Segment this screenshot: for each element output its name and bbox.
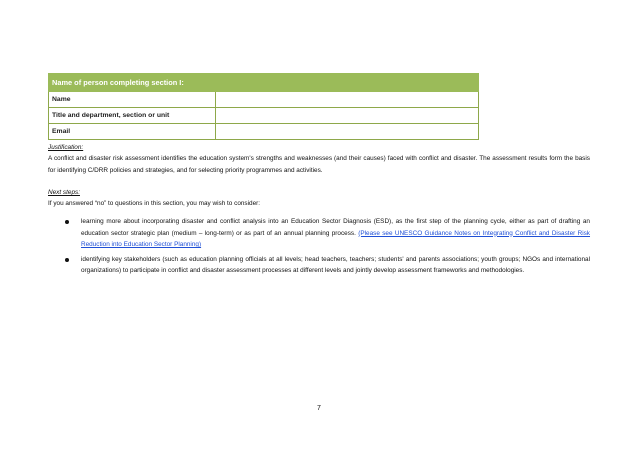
list-item [48, 254, 590, 277]
next-steps-intro: If you answered “no” to questions in this section, you may wish to consider: [48, 200, 261, 208]
form-header: Name of person completing section I: [49, 74, 479, 92]
name-field[interactable] [216, 92, 479, 108]
bullet-text: identifying key stakeholders (such as education planning officials at all levels; head teachers, teachers; students' and parents associations; youth groups; NGOs and international organizations) to participate in conflict and disaster assessment processes at different levels and jointly develop assessment frameworks and methodologies. [81, 255, 590, 275]
bullet-icon [65, 258, 69, 262]
form-label-email: Email [49, 124, 216, 140]
form-row-title [49, 108, 479, 124]
form-label-title: Title and department, section or unit [49, 108, 216, 124]
email-field[interactable] [216, 124, 479, 140]
justification-text: A conflict and disaster risk assessment identifies the education system's strengths and weaknesses (and their causes) faced with conflict and disaster. The assessment results form the basis for identifying C/DRR policies and strategies, and for selecting priority programmes and activities. [48, 155, 590, 174]
form-label-name: Name [49, 92, 216, 108]
form-row-name [49, 92, 479, 108]
title-department-field[interactable] [216, 108, 479, 124]
next-steps-section [48, 187, 590, 210]
bullet-icon [65, 220, 69, 224]
page-number: 7 [317, 405, 321, 412]
justification-section [48, 142, 590, 176]
form-row-email [49, 124, 479, 140]
list-item [48, 216, 590, 251]
justification-heading: Justification: [48, 144, 84, 151]
next-steps-heading: Next steps: [48, 189, 80, 196]
link-text-part1: (Please see UNESCO [358, 229, 423, 237]
person-info-form [48, 73, 479, 140]
link-text-part2: Guidance Notes on Integrating Conflict and Disaster Risk Reduction into Education Sector Planning) [81, 229, 591, 249]
form-header-row [49, 74, 479, 92]
next-steps-list [48, 216, 590, 280]
bullet-text: learning more about incorporating disaster and conflict analysis into an Education Sector Diagnosis (ESD), as the first step of the planning cycle, either as part of drafting an education sector strategic plan (medium – long-term) or as part of an annual planning process. [81, 218, 590, 237]
